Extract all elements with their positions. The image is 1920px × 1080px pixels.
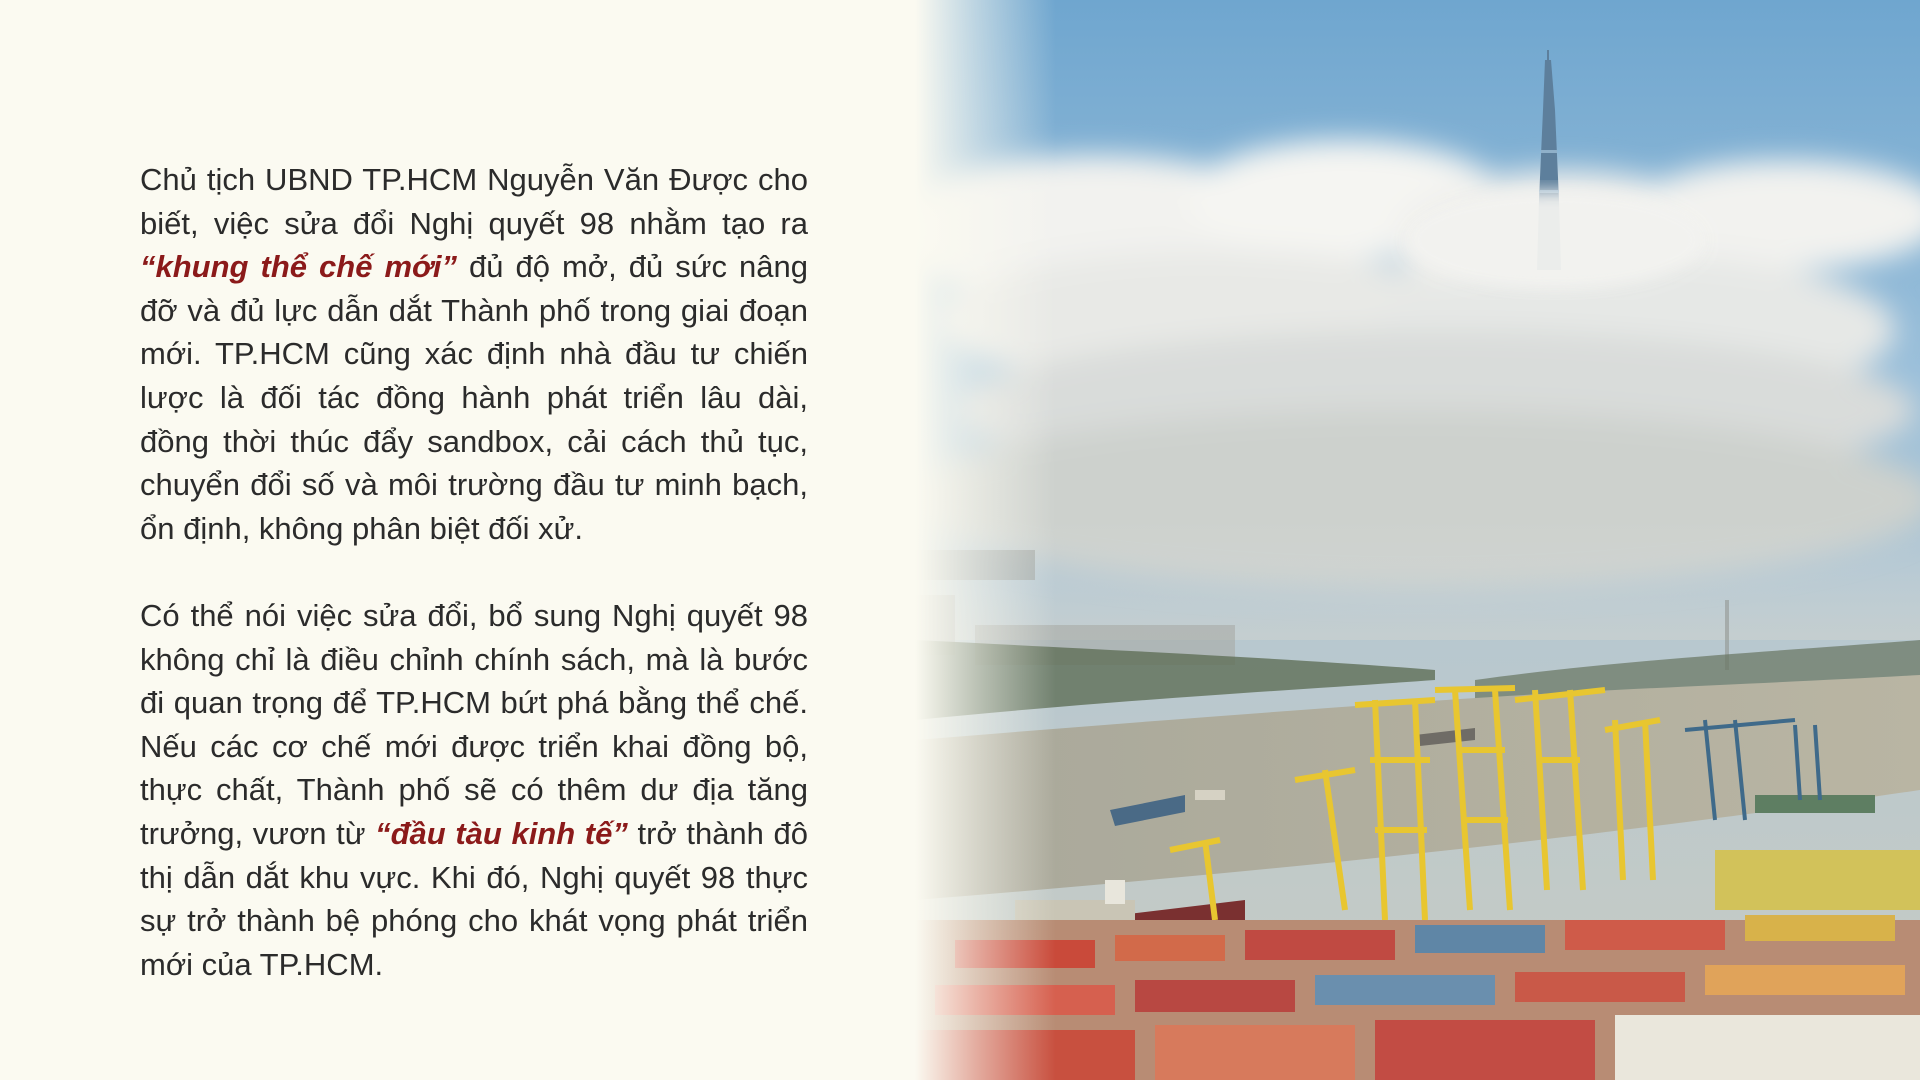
left-fade: [915, 0, 1920, 1080]
paragraph-1-highlight: “khung thể chế mới”: [140, 249, 457, 285]
paragraph-2-after: trở thành đô thị dẫn dắt khu vực. Khi đó, Nghị quyết 98 thực sự trở thành bệ phóng cho khát vọng phát triển mới của TP.HCM.: [140, 815, 808, 982]
paragraph-1-after: đủ độ mở, đủ sức nâng đỡ và đủ lực dẫn dắt Thành phố trong giai đoạn mới. TP.HCM cũng xác định nhà đầu tư chiến lược là đối tác đồng hành phát triển lâu dài, đồng thời thúc đẩy sandbox, cải cách thủ tục, chuyển đổi số và môi trường đầu tư minh bạch, ổn định, không phân biệt đối xử.: [140, 249, 808, 546]
city-port-photo: [915, 0, 1920, 1080]
paragraph-2-before: Có thể nói việc sửa đổi, bổ sung Nghị quyết 98 không chỉ là điều chỉnh chính sách, mà là bước đi quan trọng để TP.HCM bứt phá bằng thể chế. Nếu các cơ chế mới được triển khai đồng bộ, thực chất, Thành phố sẽ có thêm dư địa tăng trưởng, vươn từ: [140, 597, 808, 851]
paragraph-1: [140, 158, 808, 550]
article-text: [140, 158, 808, 986]
paragraph-2: [140, 594, 808, 986]
paragraph-1-before: Chủ tịch UBND TP.HCM Nguyễn Văn Được cho biết, việc sửa đổi Nghị quyết 98 nhằm tạo ra: [140, 162, 808, 241]
paragraph-2-highlight: “đầu tàu kinh tế”: [375, 815, 628, 851]
city-port-illustration: [915, 0, 1920, 1080]
